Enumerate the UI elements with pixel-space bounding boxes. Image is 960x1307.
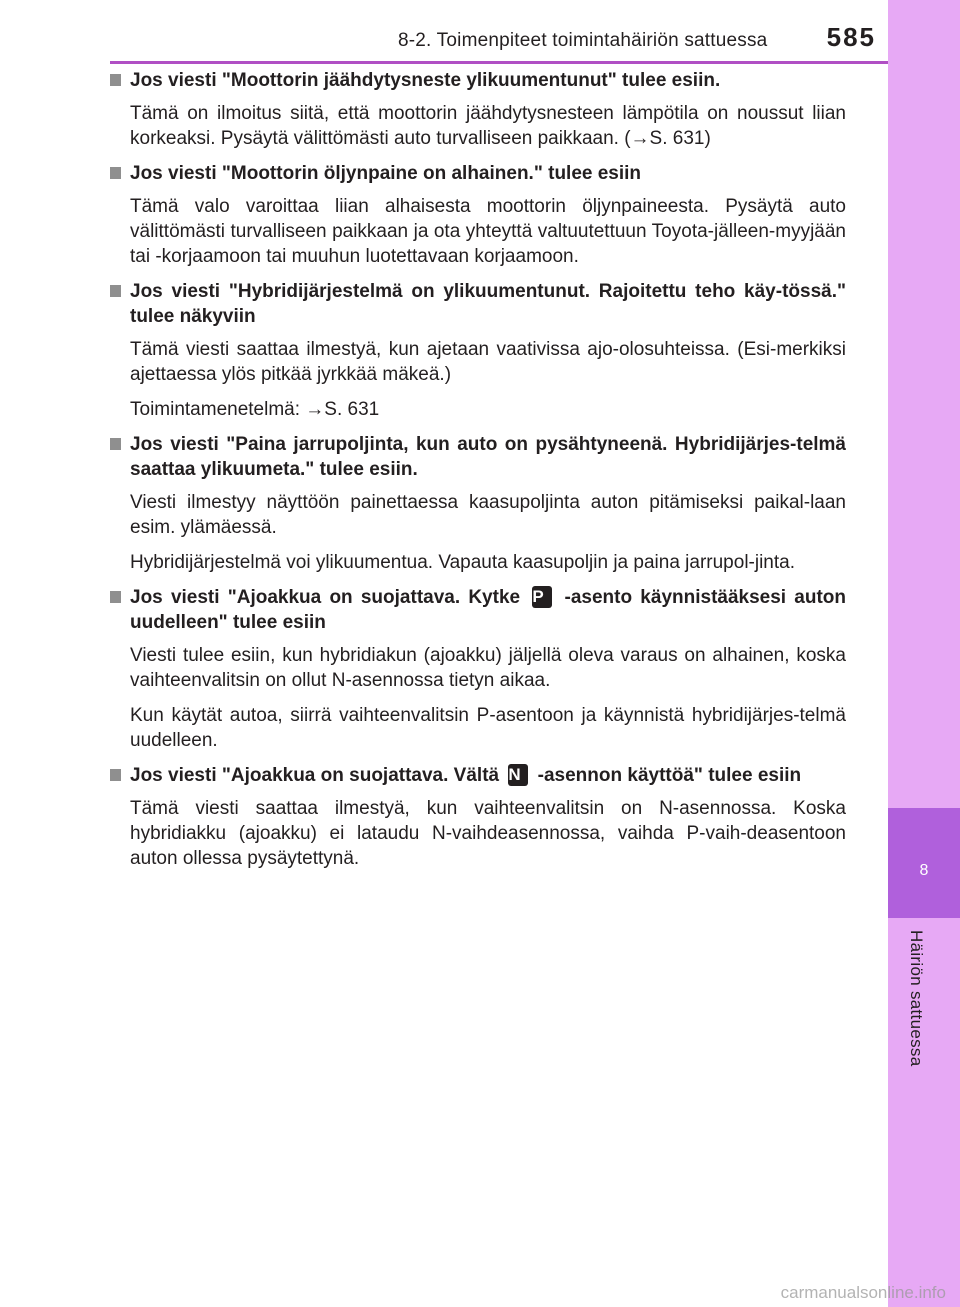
paragraph: Tämä on ilmoitus siitä, että moottorin jäähdytysnesteen lämpötila on noussut liian korkeaksi. Pysäytä välittömästi auto turvalliseen paikkaan. (→S. 631) <box>130 103 846 149</box>
heading-text: Jos viesti "Paina jarrupoljinta, kun auto on pysähtyneenä. Hybridijärjes-telmä saattaa ylikuumeta." tulee esiin. <box>130 434 846 480</box>
paragraph: Tämä viesti saattaa ilmestyä, kun ajetaan vaativissa ajo-olosuhteissa. (Esi-merkiksi ajettaessa ylös pitkää jyrkkää mäkeä.) <box>130 339 846 385</box>
square-bullet-icon <box>110 167 121 179</box>
section-title: 8-2. Toimenpiteet toimintahäiriön sattuessa <box>398 30 768 51</box>
page-content <box>110 68 846 881</box>
p-position-icon: P <box>532 586 552 608</box>
n-position-icon: N <box>508 764 528 786</box>
section-battery-p-position <box>110 585 846 753</box>
heading-text: Jos viesti "Hybridijärjestelmä on ylikuumentunut. Rajoitettu teho käy-tössä." tulee näkyviin <box>130 281 846 327</box>
section-heading <box>110 68 846 93</box>
chapter-number: 8 <box>919 862 929 879</box>
page-number: 585 <box>826 22 876 52</box>
square-bullet-icon <box>110 591 121 603</box>
square-bullet-icon <box>110 285 121 297</box>
section-heading <box>110 763 846 788</box>
paragraph: Toimintamenetelmä: →S. 631 <box>130 399 380 420</box>
heading-text-end: -asento käynnistääksesi auton uudelleen" tulee esiin <box>130 587 846 633</box>
heading-text-start: Jos viesti "Ajoakkua on suojattava. Kytke <box>130 587 521 608</box>
section-brake-pedal <box>110 432 846 575</box>
paragraph: Viesti tulee esiin, kun hybridiakun (ajoakku) jäljellä oleva varaus on alhainen, koska vaihteenvalitsin on ollut N-asennossa tietyn aikaa. <box>130 645 846 691</box>
chapter-title: Häiriön sattuessa <box>907 930 926 1067</box>
paragraph: Kun käytät autoa, siirrä vaihteenvalitsin P-asentoon ja käynnistä hybridijärjes-telmä uudelleen. <box>130 705 846 751</box>
paragraph: Hybridijärjestelmä voi ylikuumentua. Vapauta kaasupoljin ja paina jarrupol-jinta. <box>130 552 795 573</box>
chapter-number-box <box>888 808 960 918</box>
section-heading <box>110 432 846 482</box>
heading-text: Jos viesti "Moottorin öljynpaine on alhainen." tulee esiin <box>130 163 642 184</box>
paragraph: Tämä valo varoittaa liian alhaisesta moottorin öljynpaineesta. Pysäytä auto välittömästi turvalliseen paikkaan ja ota yhteyttä valtuutettuun Toyota-jälleen-myyjään tai -korjaamoon tai muuhun luotettavaan korjaamoon. <box>130 196 846 267</box>
heading-text-end: -asennon käyttöä" tulee esiin <box>537 765 802 786</box>
page-header <box>110 0 888 62</box>
section-hybrid-overheat <box>110 279 846 422</box>
heading-text-start: Jos viesti "Ajoakkua on suojattava. Vältä <box>130 765 500 786</box>
watermark: carmanualsonline.info <box>780 1283 946 1302</box>
paragraph: Viesti ilmestyy näyttöön painettaessa kaasupoljinta auton pitämiseksi paikal-laan esim. ylämäessä. <box>130 492 846 538</box>
section-heading <box>110 585 846 635</box>
paragraph: Tämä viesti saattaa ilmestyä, kun vaihteenvalitsin on N-asennossa. Koska hybridiakku (ajoakku) ei lataudu N-vaihdeasennossa, vaihda P-vaih-deasentoon auton ollessa pysäytettynä. <box>130 798 846 869</box>
square-bullet-icon <box>110 438 121 450</box>
chapter-side-tab <box>888 0 960 1307</box>
square-bullet-icon <box>110 769 121 781</box>
section-heading <box>110 279 846 329</box>
section-coolant-overheat <box>110 68 846 151</box>
section-oil-pressure <box>110 161 846 269</box>
square-bullet-icon <box>110 74 121 86</box>
section-battery-n-position <box>110 763 846 871</box>
section-heading <box>110 161 846 186</box>
header-divider <box>110 61 888 64</box>
heading-text: Jos viesti "Moottorin jäähdytysneste ylikuumentunut" tulee esiin. <box>130 70 721 91</box>
